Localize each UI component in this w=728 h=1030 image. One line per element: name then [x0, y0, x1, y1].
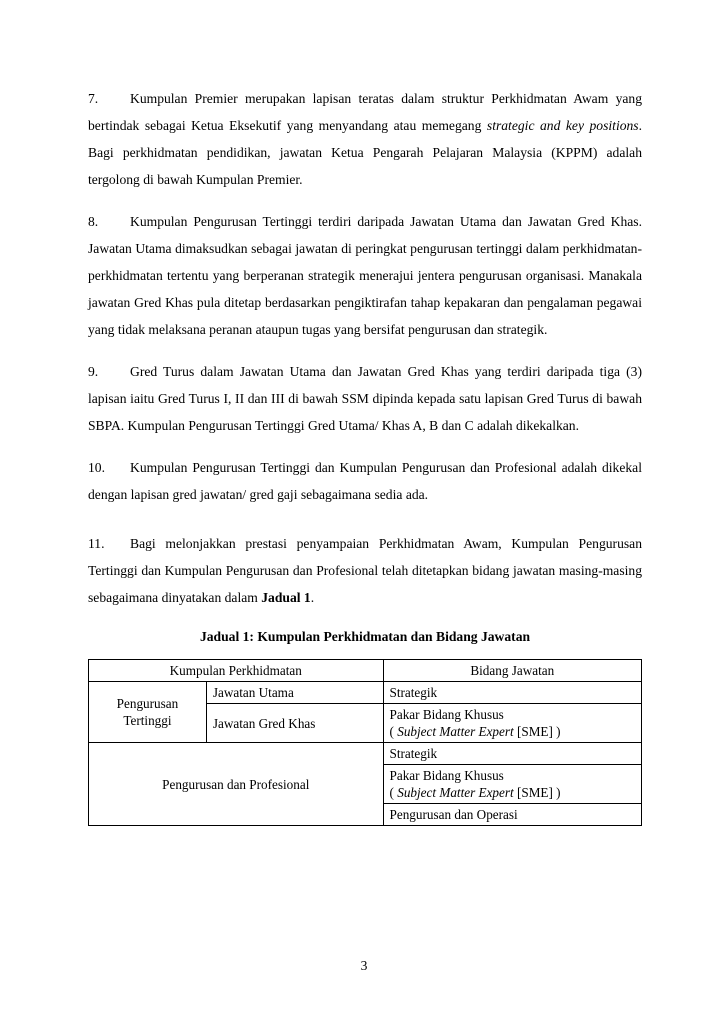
paragraph-text: Kumpulan Pengurusan Tertinggi terdiri daripada Jawatan Utama dan Jawatan Gred Khas. Jawatan Utama dimaksudkan sebagai jawatan di peringkat pengurusan tertinggi dalam perkhidmatan-perkhidmatan tertentu yang berperanan strategik menerajui jentera pengurusan organisasi. Manakala jawatan Gred Khas pula ditetap berdasarkan pengiktirafan tahap kepakaran dan pengalaman pegawai yang tidak melaksana peranan ataupun tugas yang bersifat pengurusan dan strategik.: [88, 214, 642, 337]
group-cell-pengurusan-tertinggi: Pengurusan Tertinggi: [89, 682, 207, 743]
paragraph-number: 11.: [88, 536, 105, 551]
document-page: [88, 0, 642, 826]
sme-close: [SME] ): [513, 724, 561, 739]
paragraph-number: 8.: [88, 214, 99, 229]
service-group-table: [88, 659, 642, 826]
paragraph-text: .: [310, 590, 315, 605]
paragraph-11: [88, 530, 642, 611]
paragraph-number: 10.: [88, 460, 105, 475]
table-row: [89, 743, 642, 765]
sme-open: (: [389, 785, 398, 800]
paragraph-text: Kumpulan Premier merupakan lapisan teratas dalam struktur Perkhidmatan Awam yang bertindak sebagai Ketua Eksekutif yang menyandang atau memegang: [88, 91, 642, 133]
paragraph-number: 7.: [88, 91, 99, 106]
sme-italic: Subject Matter Expert: [397, 785, 514, 800]
paragraph-text: . Bagi perkhidmatan pendidikan, jawatan Ketua Pengarah Pelajaran Malaysia (KPPM) adalah tergolong di bawah Kumpulan Premier.: [88, 118, 643, 187]
paragraph-10: [88, 454, 642, 508]
paragraph-number: 9.: [88, 364, 99, 379]
field-cell: [383, 765, 641, 804]
subgroup-cell: Jawatan Gred Khas: [206, 704, 383, 743]
field-cell: Strategik: [383, 743, 641, 765]
field-cell: Strategik: [383, 682, 641, 704]
paragraph-text: Gred Turus dalam Jawatan Utama dan Jawatan Gred Khas yang terdiri daripada tiga (3) lapisan iaitu Gred Turus I, II dan III di bawah SSM dipinda kepada satu lapisan Gred Turus di bawah SBPA. Kumpulan Pengurusan Tertinggi Gred Utama/ Khas A, B dan C adalah dikekalkan.: [88, 364, 642, 433]
field-cell: Pengurusan dan Operasi: [383, 804, 641, 826]
paragraph-bold-text: Jadual 1: [261, 590, 311, 605]
sme-close: [SME] ): [513, 785, 561, 800]
sme-open: (: [389, 724, 398, 739]
header-group-cell: Kumpulan Perkhidmatan: [89, 660, 384, 682]
field-cell: [383, 704, 641, 743]
table-header-row: [89, 660, 642, 682]
table-row: [89, 682, 642, 704]
paragraph-7: [88, 85, 642, 193]
sme-line1: Pakar Bidang Khusus: [389, 707, 504, 722]
page-number: 3: [360, 958, 368, 973]
paragraph-text: Kumpulan Pengurusan Tertinggi dan Kumpulan Pengurusan dan Profesional adalah dikekal dengan lapisan gred jawatan/ gred gaji sebagaimana sedia ada.: [88, 460, 642, 502]
header-field-cell: Bidang Jawatan: [383, 660, 641, 682]
sme-italic: Subject Matter Expert: [397, 724, 514, 739]
paragraph-8: [88, 208, 642, 343]
subgroup-cell: Jawatan Utama: [206, 682, 383, 704]
sme-line1: Pakar Bidang Khusus: [389, 768, 504, 783]
group-cell-pengurusan-profesional: Pengurusan dan Profesional: [89, 743, 384, 826]
paragraph-italic-text: strategic and key positions: [486, 118, 639, 133]
paragraph-9: [88, 358, 642, 439]
paragraph-text: Bagi melonjakkan prestasi penyampaian Perkhidmatan Awam, Kumpulan Pengurusan Tertinggi dan Kumpulan Pengurusan dan Profesional telah ditetapkan bidang jawatan masing-masing sebagaimana dinyatakan dalam: [88, 536, 642, 605]
table-caption: Jadual 1: Kumpulan Perkhidmatan dan Bidang Jawatan: [199, 629, 531, 644]
